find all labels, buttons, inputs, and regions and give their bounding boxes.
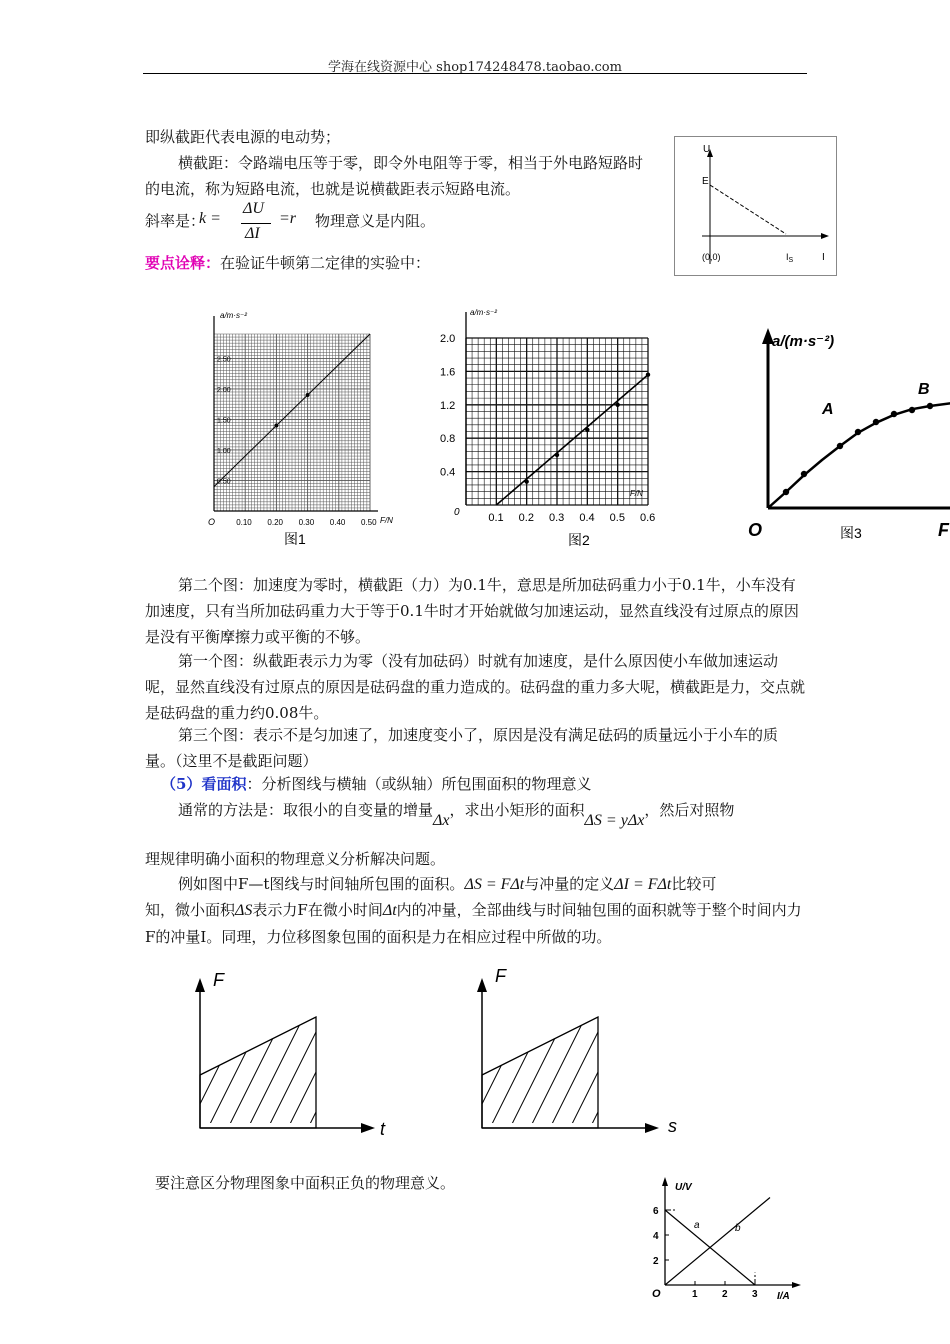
fig2-data-point <box>646 373 650 377</box>
section-5-number: （5） <box>161 775 202 793</box>
fig2-x-tick: 0.1 <box>488 512 504 524</box>
para-ordinate-intercept: 即纵截距代表电源的电动势； <box>145 128 341 146</box>
fraction-bar <box>241 223 271 224</box>
impulse-text-1: 例如图中F—t图线与时间轴所包围的面积。 <box>178 875 465 893</box>
eq-ds: ΔS <box>235 902 253 919</box>
uv-x-tick: 1 <box>692 1289 698 1300</box>
ft-graph <box>180 960 400 1145</box>
uv-xlabel: I/A <box>777 1291 790 1302</box>
method-text-1: 通常的方法是：取很小的自变量的增量 <box>178 801 434 819</box>
fig3-data-point <box>873 419 879 425</box>
fig1-y-tick: 0.50 <box>217 478 231 486</box>
impulse-text-4: 知，微小面积 <box>145 901 236 919</box>
para-fig2-explain: 第二个图：加速度为零时，横截距（力）为0.1牛，意思是所加砝码重力小于0.1牛，小车没有加速度，只有当所加砝码重力大于等于0.1牛时才开始就做匀加速运动，显然直线没有过原点的原因是没有平衡摩擦力或平衡的不够。 <box>145 576 799 646</box>
fig2-y-tick: 1.2 <box>440 399 456 412</box>
uv-x-tick: 3 <box>752 1289 758 1300</box>
fig2-ylabel: a/m·s⁻² <box>470 308 497 317</box>
uv-y-tick: 4 <box>653 1231 659 1242</box>
fig1-y-tick: 1.00 <box>217 447 231 455</box>
fig2-xlabel: F/N <box>630 489 643 498</box>
section-5-title: 看面积 <box>201 775 247 793</box>
eq-dt: Δt <box>382 902 397 919</box>
hatch-line <box>550 988 620 1128</box>
ft-y-label: F <box>213 970 224 990</box>
fig2-caption: 图2 <box>568 532 590 548</box>
para-area-sign: 要注意区分物理图象中面积正负的物理意义。 <box>155 1174 456 1192</box>
fs-y-label: F <box>495 966 506 986</box>
keypoint-text: 在验证牛顿第二定律的实验中： <box>220 254 431 272</box>
fig3-point-b: B <box>918 381 930 398</box>
ui-origin-label: (0,0) <box>702 252 721 262</box>
fig2-x-tick: 0.4 <box>579 512 595 524</box>
uv-series-b <box>665 1198 770 1286</box>
fig3-ylabel: a/(m·s⁻²) <box>772 333 835 350</box>
fig2-y-tick: 1.6 <box>440 366 456 379</box>
hatch-line <box>510 988 580 1128</box>
fig3-origin: O <box>748 520 763 540</box>
eq-delta-s: ΔS = FΔt <box>464 876 525 893</box>
fig1-x-tick: 0.50 <box>361 518 377 527</box>
fig1-origin: O <box>208 517 216 527</box>
fig1-y-tick: 2.50 <box>217 356 231 364</box>
fig2-chart <box>430 300 660 550</box>
hatch-line <box>610 988 680 1128</box>
page-header: 学海在线资源中心 shop174248478.taobao.com <box>328 60 622 75</box>
hatch-line <box>228 988 298 1128</box>
uv-x-arrow <box>792 1282 801 1288</box>
hatch-line <box>590 988 660 1128</box>
ft-x-label: t <box>380 1119 386 1139</box>
slope-prefix: 斜率是： <box>145 212 206 230</box>
hatch-line <box>570 988 640 1128</box>
keypoint-label: 要点诠释： <box>145 254 221 272</box>
slope-numerator: ΔU <box>243 200 264 217</box>
para-fig1-explain: 第一个图：纵截距表示力为零（没有加砝码）时就有加速度，是什么原因使小车做加速运动呢，显然直线没有过原点的原因是砝码盘的重力造成的。砝码盘的重力多大呢，横截距是力，交点就是砝码盘的重力约0.08牛。 <box>145 652 806 722</box>
delta-x: Δx <box>433 812 450 829</box>
fig2-data-point <box>585 428 589 432</box>
fig3-curve <box>768 403 950 508</box>
ui-y-label: U <box>703 144 711 155</box>
method-text-2: ，求出小矩形的面积 <box>449 801 585 819</box>
para-method <box>178 797 818 837</box>
fig2-x-tick: 0.3 <box>549 512 565 524</box>
fig2-fit-line <box>496 375 648 505</box>
ui-x-label: I <box>822 252 825 263</box>
fig2-x-tick: 0.2 <box>518 512 534 524</box>
eq-delta-i: ΔI = FΔt <box>614 876 672 893</box>
para-abscissa-intercept: 横截距：令路端电压等于零，即令外电阻等于零，相当于外电路短路时的电流，称为短路电流，也就是说横截距表示短路电流。 <box>145 154 644 198</box>
para-method-cont: 理规律明确小面积的物理意义分析解决问题。 <box>145 850 446 868</box>
fig1-x-tick: 0.20 <box>267 518 283 527</box>
hatch-line <box>470 988 540 1128</box>
fs-x-label: s <box>668 1116 677 1136</box>
fig3-chart <box>740 318 950 548</box>
fig3-caption: 图3 <box>840 525 862 541</box>
section-5-heading <box>161 771 807 797</box>
fig2-y-tick: 0.4 <box>440 466 456 479</box>
hatch-line <box>490 988 560 1128</box>
fig2-x-tick: 0.5 <box>609 512 625 524</box>
fig1-data-point <box>306 393 310 397</box>
hatch-line <box>248 988 318 1128</box>
fig1-x-tick: 0.10 <box>236 518 252 527</box>
slope-r: =r <box>279 210 297 227</box>
fig3-data-point <box>927 403 933 409</box>
fig3-xlabel: F <box>938 520 949 540</box>
fig1-chart <box>180 304 400 549</box>
hatch-line <box>268 988 338 1128</box>
fig1-xlabel: F/N <box>380 516 393 525</box>
hatch-line <box>188 988 258 1128</box>
impulse-text-5: 表示力F在微小时间 <box>252 901 383 919</box>
fig3-data-point <box>783 489 789 495</box>
impulse-text-2: 与冲量的定义 <box>524 875 615 893</box>
slope-k: k = <box>199 210 221 227</box>
hatch-line <box>530 988 600 1128</box>
fig2-origin: 0 <box>454 507 460 518</box>
fig3-data-point <box>909 407 915 413</box>
fig1-data-point <box>274 424 278 428</box>
impulse-text-6: 内的冲量，全部曲线与时间轴包围的面积就等于整个时间内力F的冲量I。同理，力位移图象包围的面积是力在相应过程中所做的功。 <box>145 901 802 946</box>
fig3-data-point <box>855 429 861 435</box>
method-text-3: ，然后对照物 <box>644 801 735 819</box>
fig1-x-tick: 0.40 <box>329 518 346 527</box>
delta-s-equation: ΔS = yΔx <box>584 812 645 829</box>
hatch-line <box>308 988 378 1128</box>
hatch-line <box>328 988 398 1128</box>
uv-y-arrow <box>662 1177 668 1186</box>
hatch-line <box>288 988 358 1128</box>
para-fig3-explain: 第三个图：表示不是匀加速了，加速度变小了，原因是没有满足砝码的质量远小于小车的质量。（这里不是截距问题） <box>145 726 779 770</box>
impulse-text-3: 比较可 <box>671 875 717 893</box>
uv-origin: O <box>652 1288 661 1300</box>
ui-is-label: $I_S$ <box>786 252 794 264</box>
uv-x-tick: 2 <box>722 1289 728 1300</box>
uv-line-a-label: a <box>694 1220 700 1231</box>
fig1-caption: 图1 <box>284 531 306 547</box>
uv-y-tick: 2 <box>653 1256 659 1267</box>
uv-y-tick: 6 <box>653 1206 659 1217</box>
para-impulse-2 <box>145 897 807 950</box>
fig1-ylabel: a/m·s⁻² <box>220 311 247 320</box>
slope-formula <box>145 200 665 248</box>
fig2-data-point <box>555 453 559 457</box>
fig2-data-point <box>615 403 619 407</box>
section-5-text: ：分析图线与横轴（或纵轴）所包围面积的物理意义 <box>246 775 592 793</box>
fig3-point-a: A <box>822 401 834 418</box>
header-rule <box>143 73 807 74</box>
para-impulse-1 <box>178 871 807 898</box>
fig3-data-point <box>801 471 807 477</box>
uv-graph <box>645 1175 815 1305</box>
fig1-y-tick: 1.50 <box>217 417 231 425</box>
slope-denominator: ΔI <box>245 225 260 242</box>
fs-graph <box>462 960 692 1145</box>
fig2-y-tick: 0.8 <box>440 433 456 446</box>
fig2-x-tick: 0.6 <box>640 512 656 524</box>
fig2-y-tick: 2.0 <box>440 333 456 345</box>
ui-graph <box>674 136 838 277</box>
uv-line-b-label: b <box>735 1223 741 1234</box>
hatch-line <box>208 988 278 1128</box>
fig1-y-tick: 2.00 <box>217 386 231 394</box>
slope-suffix: 物理意义是内阻。 <box>315 212 436 230</box>
fig3-data-point <box>837 443 843 449</box>
fig2-data-point <box>524 479 528 483</box>
uv-ylabel: U/V <box>675 1182 692 1193</box>
ui-e-label: E <box>702 176 709 187</box>
fig1-x-tick: 0.30 <box>298 518 315 527</box>
fig3-data-point <box>891 411 897 417</box>
